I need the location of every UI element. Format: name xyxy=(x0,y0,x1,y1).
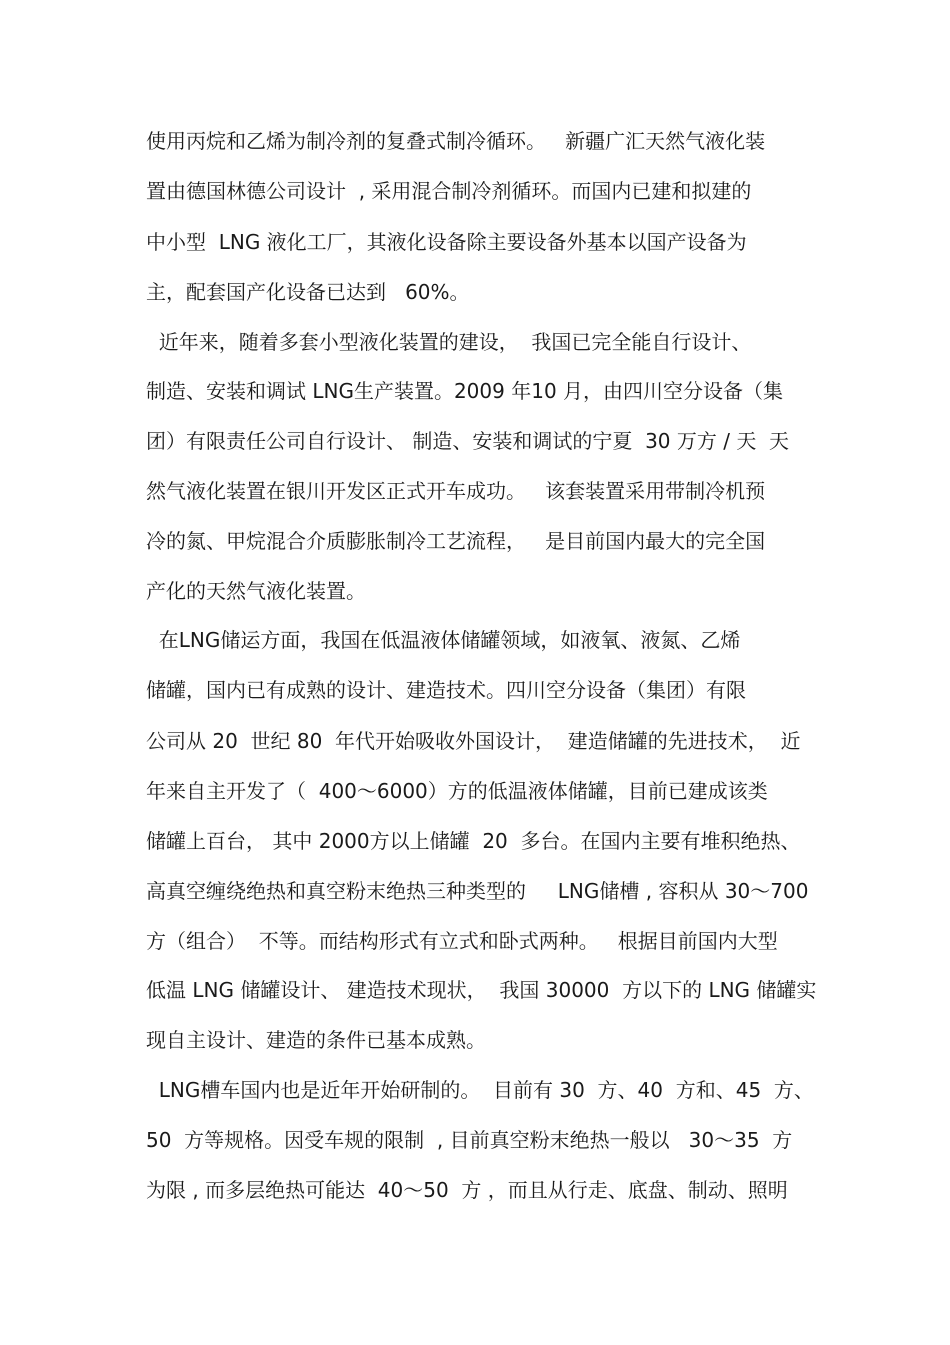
text-line: 方（组合） 不等。而结构形式有立式和卧式两种。 根据目前国内大型 xyxy=(146,929,778,953)
text-line: 产化的天然气液化装置。 xyxy=(146,579,366,603)
text-line: 制造、安装和调试 LNG生产装置。2009 年10 月，由四川空分设备（集 xyxy=(146,379,784,403)
text-line: 50 方等规格。因受车规的限制 , 目前真空粉末绝热一般以 30～35 方 xyxy=(146,1128,793,1152)
text-line: 现自主设计、建造的条件已基本成熟。 xyxy=(146,1028,486,1052)
text-line: 置由德国林德公司设计 , 采用混合制冷剂循环。而国内已建和拟建的 xyxy=(146,179,752,203)
text-line: 然气液化装置在银川开发区正式开车成功。 该套装置采用带制冷机预 xyxy=(146,479,766,503)
text-line: LNG槽车国内也是近年开始研制的。 目前有 30 方、40 方和、45 方、 xyxy=(146,1078,814,1102)
text-line: 低温 LNG 储罐设计、 建造技术现状， 我国 30000 方以下的 LNG 储罐实 xyxy=(146,978,817,1002)
text-line: 在LNG储运方面，我国在低温液体储罐领域，如液氧、液氮、乙烯 xyxy=(146,628,741,652)
text-line: 近年来，随着多套小型液化装置的建设， 我国已完全能自行设计、 xyxy=(146,330,752,354)
text-line: 公司从 20 世纪 80 年代开始吸收外国设计， 建造储罐的先进技术， 近 xyxy=(146,729,801,753)
text-line: 冷的氮、甲烷混合介质膨胀制冷工艺流程， 是目前国内最大的完全国 xyxy=(146,529,766,553)
text-line: 使用丙烷和乙烯为制冷剂的复叠式制冷循环。 新疆广汇天然气液化装 xyxy=(146,129,766,153)
text-line: 团）有限责任公司自行设计、 制造、安装和调试的宁夏 30 万方 / 天 天 xyxy=(146,429,790,453)
text-line: 中小型 LNG 液化工厂，其液化设备除主要设备外基本以国产设备为 xyxy=(146,230,747,254)
text-line: 为限 , 而多层绝热可能达 40～50 方 ，而且从行走、底盘、制动、照明 xyxy=(146,1178,788,1202)
text-line: 高真空缠绕绝热和真空粉末绝热三种类型的 LNG储槽 , 容积从 30～700 xyxy=(146,879,809,903)
text-line: 年来自主开发了（ 400～6000）方的低温液体储罐，目前已建成该类 xyxy=(146,779,768,803)
text-line: 主，配套国产化设备已达到 60%。 xyxy=(146,280,470,304)
text-line: 储罐，国内已有成熟的设计、建造技术。四川空分设备（集团）有限 xyxy=(146,678,746,702)
text-line: 储罐上百台， 其中 2000方以上储罐 20 多台。在国内主要有堆积绝热、 xyxy=(146,829,801,853)
